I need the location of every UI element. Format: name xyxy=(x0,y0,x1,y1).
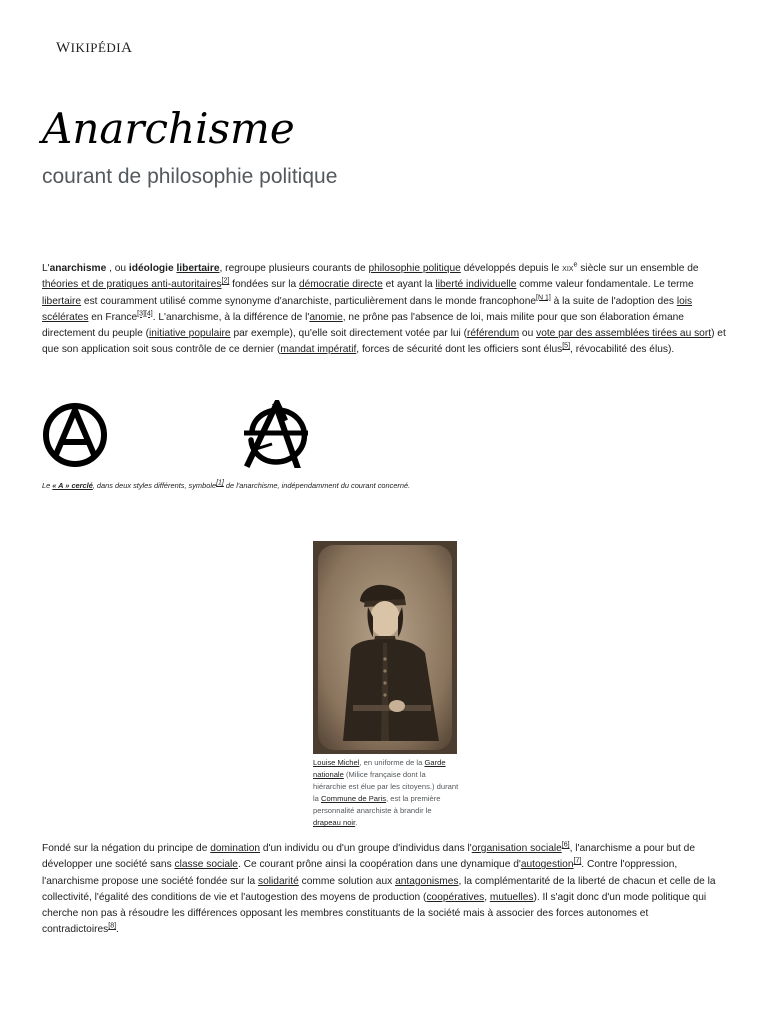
link-mandat-imperatif[interactable]: mandat impératif xyxy=(280,344,357,356)
reference-link[interactable]: [1] xyxy=(216,479,224,487)
photo-caption: Louise Michel, en uniforme de la Garde nationale (Milice française dont la hiérarchie est élue par les citoyens.) durant la Commune de Paris, est la première personnalité anarchiste à brandir le drapeau noir. xyxy=(313,758,459,828)
link-initiative-populaire[interactable]: initiative populaire xyxy=(149,328,231,340)
stencil-circle-a-icon[interactable] xyxy=(242,400,310,468)
link-solidarite[interactable]: solidarité xyxy=(258,875,299,887)
wordmark-initial: W xyxy=(56,40,71,56)
link-commune-de-paris[interactable]: Commune de Paris xyxy=(321,794,387,804)
louise-michel-photo[interactable] xyxy=(313,541,457,754)
link-autogestion[interactable]: autogestion xyxy=(520,859,574,871)
link-lois-scelerates[interactable]: lois scélérates xyxy=(42,295,693,323)
reference-link[interactable]: [4] xyxy=(144,310,153,318)
reference-link[interactable]: [5] xyxy=(562,343,571,351)
century-suffix: e xyxy=(573,261,578,269)
bold-term: idéologie libertaire xyxy=(128,263,220,274)
anarchy-symbols-figure xyxy=(42,402,322,472)
link-louise-michel[interactable]: Louise Michel xyxy=(313,758,360,767)
link-antagonismes[interactable]: antagonismes xyxy=(395,875,459,887)
bold-term: anarchisme xyxy=(49,263,107,274)
reference-link[interactable]: [7] xyxy=(573,857,582,865)
link-democratie-directe[interactable]: démocratie directe xyxy=(298,279,383,291)
link-anomie[interactable]: anomie xyxy=(309,311,343,323)
link-drapeau-noir[interactable]: drapeau noir xyxy=(313,818,356,828)
reference-link[interactable]: [3] xyxy=(137,310,145,318)
second-paragraph: Fondé sur la négation du principe de domination d'un individu ou d'un groupe d'individus dans l'organisation sociale[6], l'anarchisme a pour but de développer une société sans classe sociale. Ce courant prône ainsi la coopération dans une dynamique d'autogestion[7]. Contre l'oppression, l'anarchisme propose une société fondée sur la solidarité comme solution aux antagonismes, la complémentarité de la liberté de chacun et celle de la collectivité, l'égalité des conditions de vie et l'autogestion des moyens de production (coopératives, mutuelles). Il s'agit donc d'un mode politique qui cherche non pas à résoudre les différences opposant les membres constituants de la société mais à associer des forces autonomes et contradictoires[8]. xyxy=(42,841,716,936)
link-classe-sociale[interactable]: classe sociale xyxy=(174,859,238,871)
link-mutuelles[interactable]: mutuelles xyxy=(489,891,534,903)
link-cooperatives[interactable]: coopératives xyxy=(426,891,485,903)
link-vote-assemblees[interactable]: vote par des assemblées tirées au sort xyxy=(536,328,712,340)
link-a-cercle[interactable]: « A » cerclé xyxy=(52,481,93,490)
wordmark-body: IKIPÉDI xyxy=(70,40,122,55)
link-philosophie-politique[interactable]: philosophie politique xyxy=(368,263,461,274)
link-theories-anti-autoritaires[interactable]: théories et de pratiques anti-autoritaires xyxy=(42,279,222,291)
link-liberte-individuelle[interactable]: liberté individuelle xyxy=(435,279,517,291)
page-subtitle: courant de philosophie politique xyxy=(42,165,338,188)
wordmark-final: A xyxy=(121,40,133,56)
link-referendum[interactable]: référendum xyxy=(466,328,520,340)
reference-link[interactable]: [6] xyxy=(561,841,570,849)
symbols-caption: Le « A » cerclé, dans deux styles différents, symbole[1] de l'anarchisme, indépendamment du courant concerné. xyxy=(42,479,411,490)
link-garde-nationale[interactable]: Garde nationale xyxy=(313,758,446,780)
link-libertaire[interactable]: libertaire xyxy=(176,263,220,274)
reference-link[interactable]: [2] xyxy=(221,277,230,285)
wikipedia-wordmark[interactable] xyxy=(56,40,132,57)
link-domination[interactable]: domination xyxy=(210,843,261,854)
reference-link[interactable]: [8] xyxy=(108,923,117,931)
century-numeral: xix xyxy=(562,263,574,274)
circle-a-icon[interactable] xyxy=(42,402,108,468)
note-link[interactable]: [N 1] xyxy=(536,294,551,302)
link-libertaire[interactable]: libertaire xyxy=(42,295,82,307)
intro-paragraph: L'anarchisme , ou idéologie libertaire, regroupe plusieurs courants de philosophie politique développés depuis le xix$^e$ siècle sur un ensemble de théories et de pratiques anti-autoritaires[2] fondées sur la démocratie directe et ayant la liberté individuelle comme valeur fondamentale. Le terme libertaire est couramment utilisé comme synonyme d'anarchiste, particulièrement dans le monde francophone[N 1] à la suite de l'adoption des lois scélérates en France[3][4]. L'anarchisme, à la différence de l'anomie, ne prône pas l'absence de loi, mais milite pour que son élaboration émane directement du peuple (initiative populaire par exemple), qu'elle soit directement votée par lui (référendum ou vote par des assemblées tirées au sort) et que son application soit sous contrôle de ce dernier (mandat impératif, forces de sécurité dont les officiers sont élus[5], révocabilité des élus). xyxy=(42,261,726,356)
page-title: Anarchisme xyxy=(42,104,295,153)
link-organisation-sociale[interactable]: organisation sociale xyxy=(471,843,562,854)
